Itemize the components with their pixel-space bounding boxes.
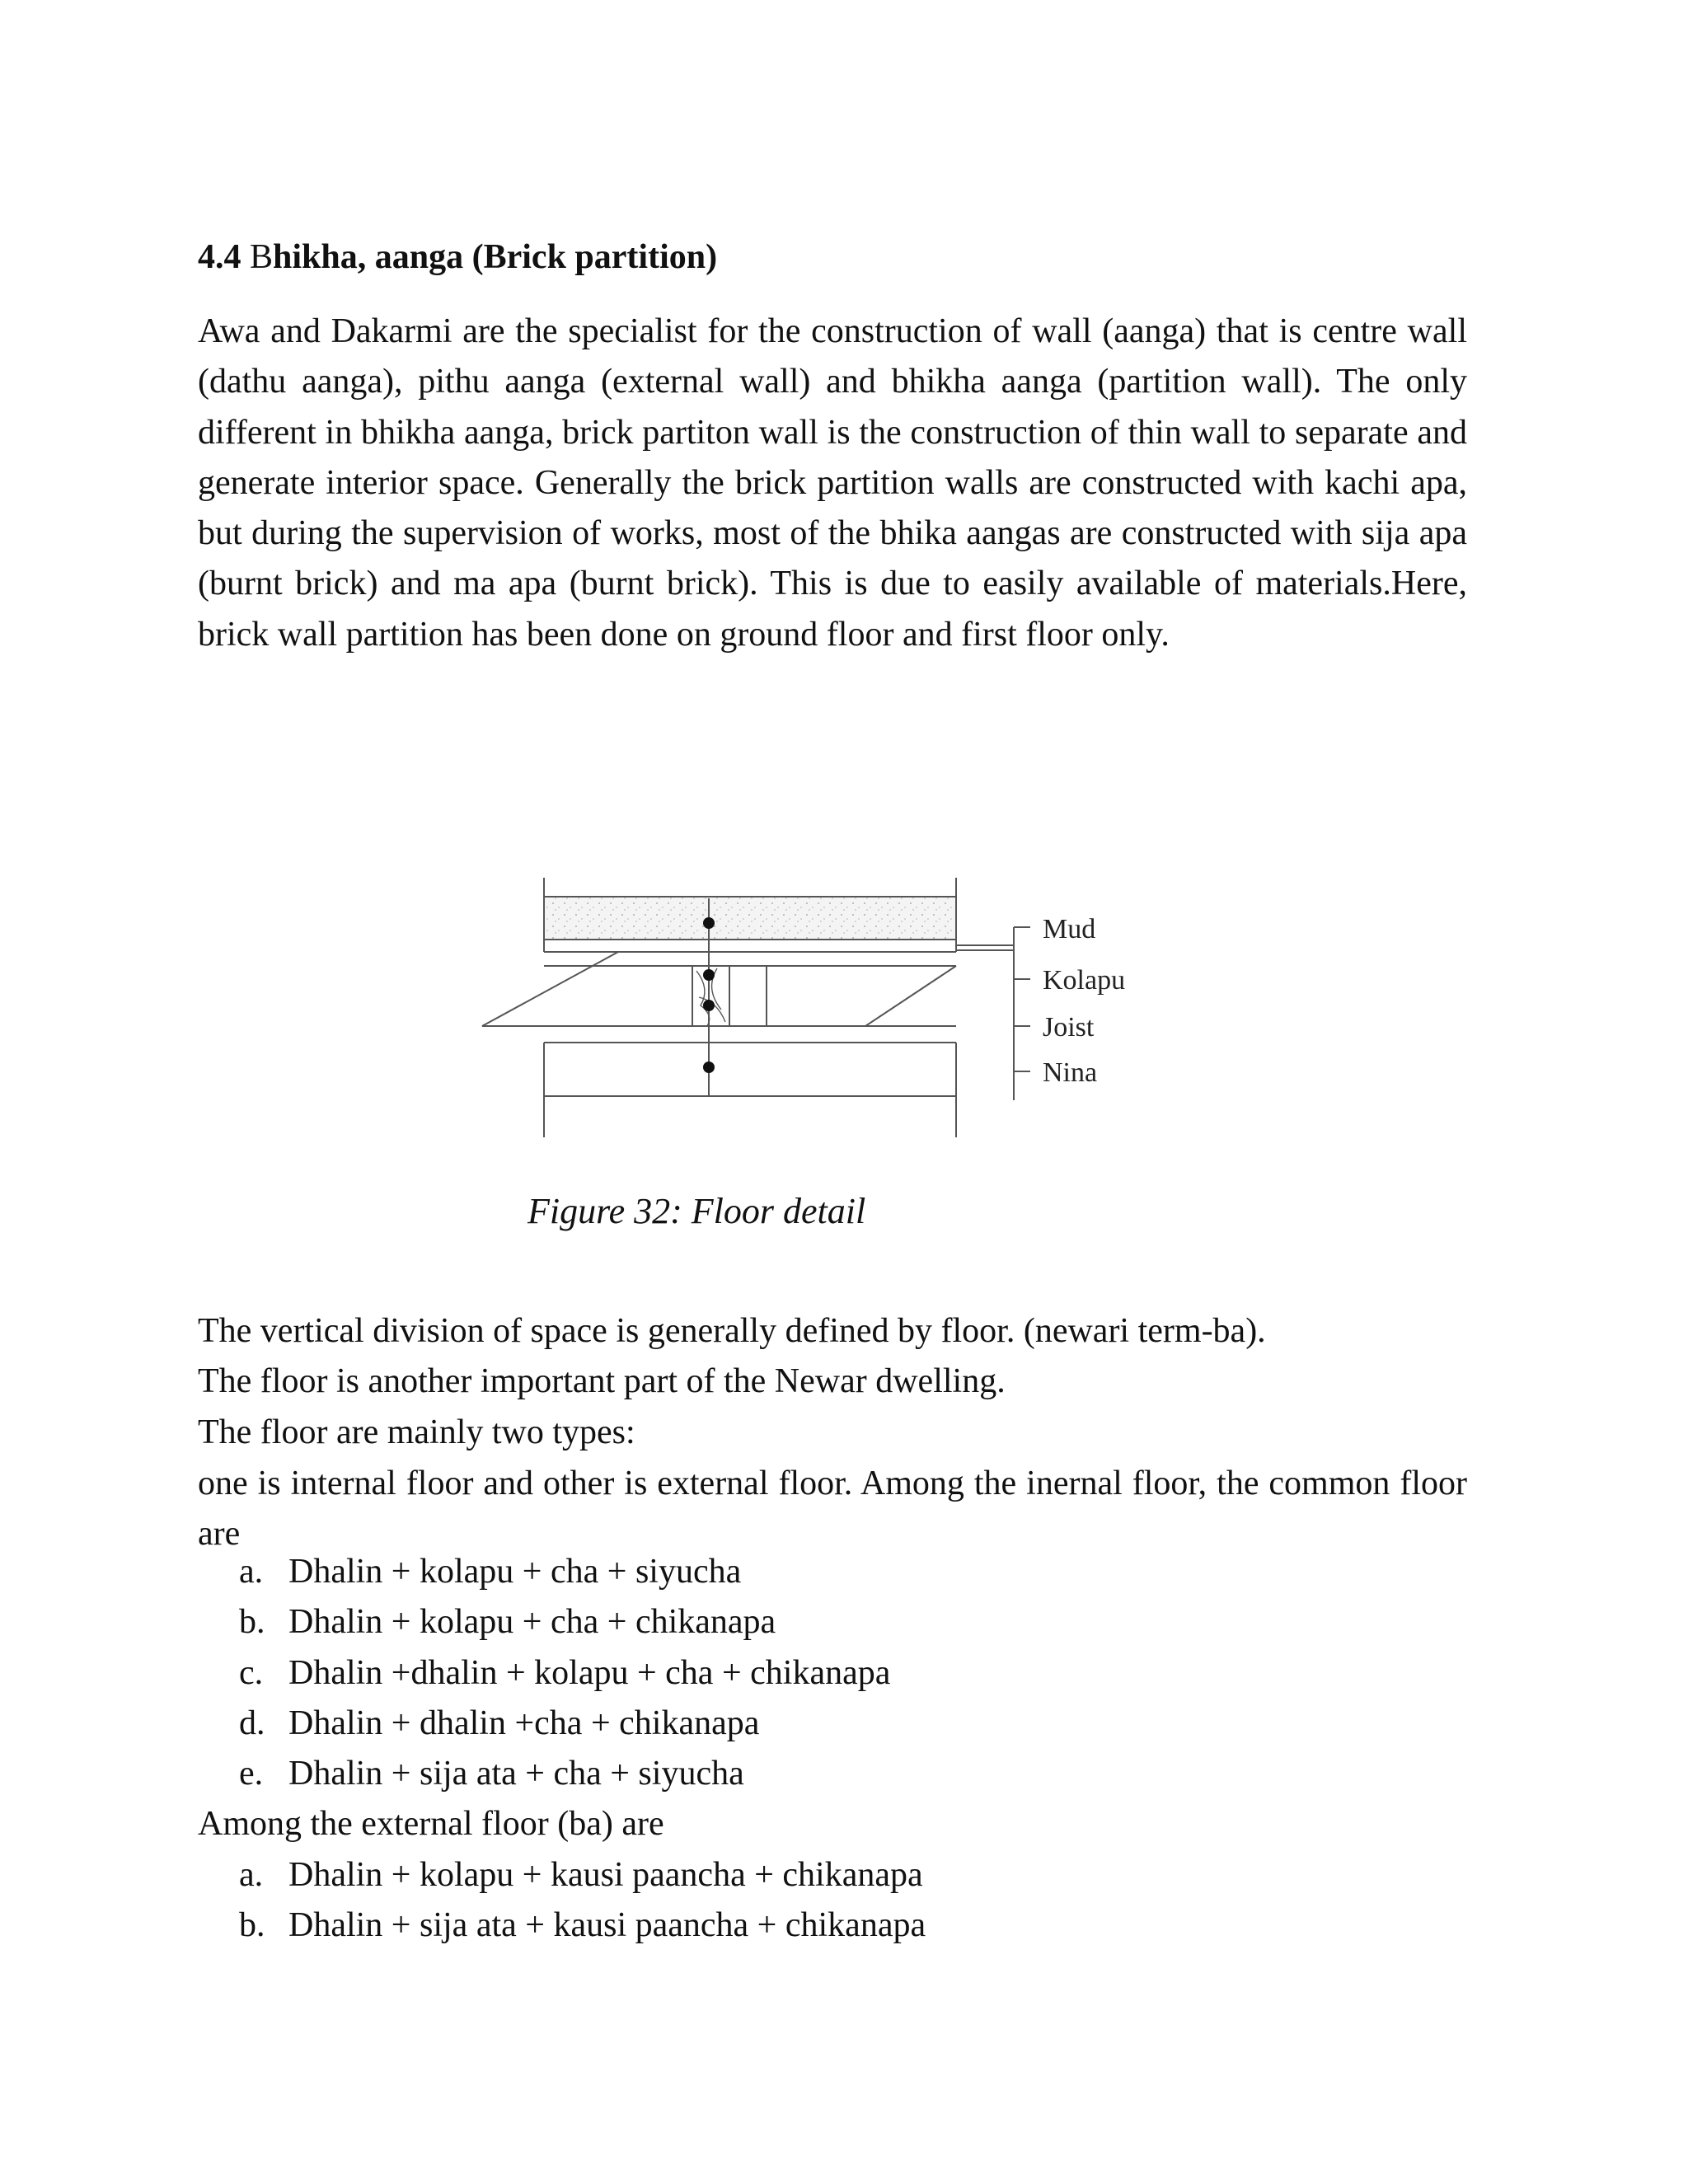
external-floor-list	[239, 1850, 926, 1952]
list-item	[239, 1699, 890, 1749]
marker-dot-mud	[703, 917, 715, 929]
list-marker: b.	[239, 1603, 265, 1642]
mud-layer	[544, 897, 956, 940]
joist-break-left	[482, 952, 618, 1026]
list-item	[239, 1900, 926, 1951]
external-floor-heading: Among the external floor (ba) are	[198, 1805, 664, 1843]
list-item	[239, 1547, 890, 1597]
list-marker: e.	[239, 1755, 264, 1793]
list-item	[239, 1850, 926, 1900]
list-item-text: Dhalin +dhalin + kolapu + cha + chikanapa	[288, 1653, 891, 1692]
section-number: 4.4	[198, 238, 241, 276]
label-mud: Mud	[1043, 914, 1096, 944]
list-item	[239, 1648, 890, 1699]
list-item-text: Dhalin + kolapu + cha + siyucha	[288, 1553, 742, 1591]
list-item-text: Dhalin + kolapu + cha + chikanapa	[288, 1603, 776, 1642]
section-title-rest: hikha, aanga (Brick partition)	[273, 238, 718, 276]
label-joist: Joist	[1043, 1012, 1095, 1043]
floor-detail-drawing	[470, 865, 1179, 1146]
marker-dot-joist	[703, 1000, 715, 1011]
label-kolapu: Kolapu	[1043, 965, 1126, 996]
list-marker: d.	[239, 1704, 265, 1742]
floor-detail-figure	[470, 865, 1179, 1146]
marker-dot-kolapu	[703, 969, 715, 981]
list-item-text: Dhalin + dhalin +cha + chikanapa	[288, 1704, 760, 1742]
list-item-text: Dhalin + sija ata + cha + siyucha	[288, 1755, 744, 1793]
list-marker: a.	[239, 1553, 264, 1591]
list-marker: c.	[239, 1653, 264, 1692]
intro-paragraph: Awa and Dakarmi are the specialist for the construction of wall (aanga) that is centre wall (dathu aanga), pithu aanga (external wall) and bhikha aanga (partition wall). The only different in bhikha aanga, brick partiton wall is the construction of thin wall to separate and generate interior space. Generally the brick partition walls are constructed with kachi apa, but during the supervision of works, most of the bhika aangas are constructed with sija apa (burnt brick) and ma apa (burnt brick). This is due to easily available of materials.Here, brick wall partition has been done on ground floor and first floor only.	[198, 312, 1467, 654]
list-item	[239, 1597, 890, 1647]
label-nina: Nina	[1043, 1057, 1098, 1088]
floor-types-paragraph: one is internal floor and other is external floor. Among the inernal floor, the common floor are	[198, 1465, 1467, 1554]
figure-caption: Figure 32: Floor detail	[528, 1191, 866, 1231]
text-line-1: The vertical division of space is generally defined by floor. (newari term-ba).	[198, 1312, 1266, 1350]
list-item-text: Dhalin + kolapu + kausi paancha + chikanapa	[288, 1856, 923, 1894]
joist-break-right	[865, 966, 956, 1026]
list-marker: b.	[239, 1906, 265, 1945]
list-marker: a.	[239, 1856, 264, 1894]
section-title-lead: B	[250, 238, 274, 276]
text-line-2: The floor is another important part of the Newar dwelling.	[198, 1362, 1006, 1400]
list-item-text: Dhalin + sija ata + kausi paancha + chikanapa	[288, 1906, 926, 1945]
marker-dot-nina	[703, 1062, 715, 1073]
text-line-3: The floor are mainly two types:	[198, 1413, 635, 1451]
list-item	[239, 1749, 890, 1799]
section-heading	[198, 232, 717, 282]
internal-floor-list	[239, 1547, 890, 1799]
